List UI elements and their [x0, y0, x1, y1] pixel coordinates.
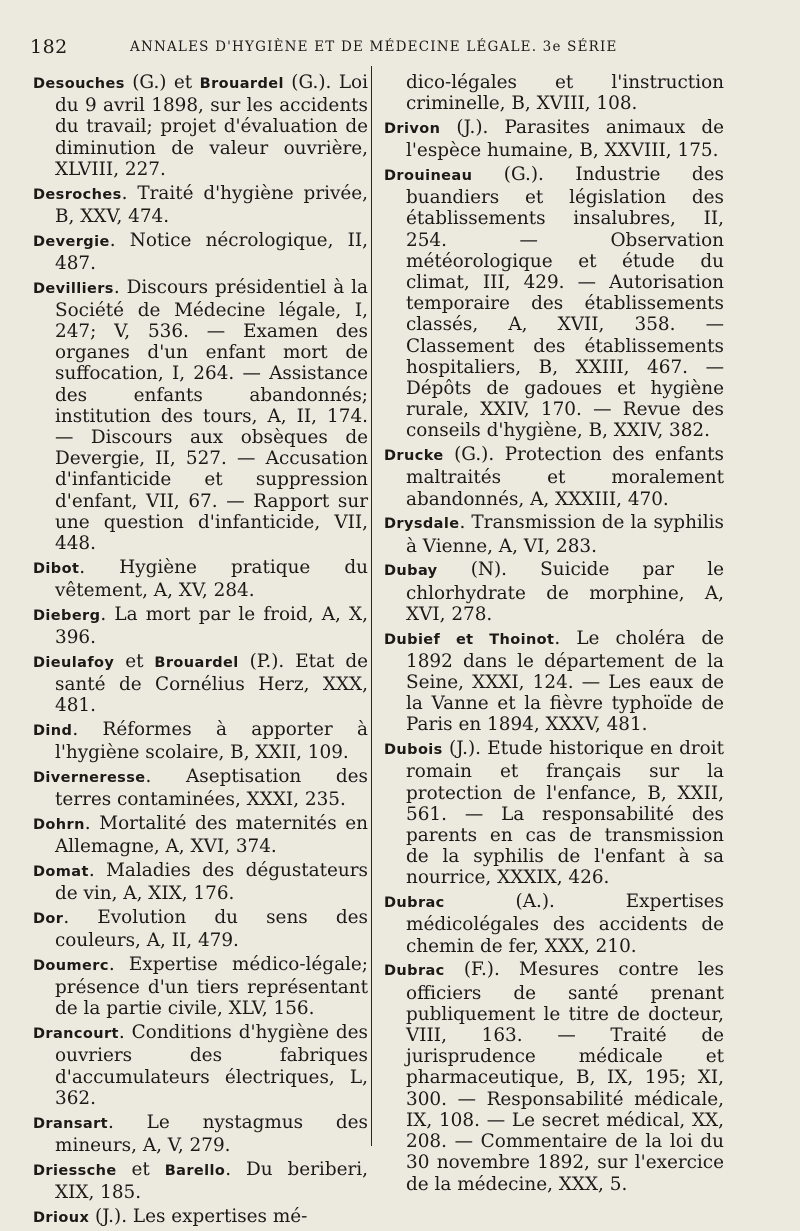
- author-name: Dubief et Thoinot: [384, 631, 555, 648]
- entry-text: . Mortalité des maternités en Allemagne, A, XVI, 374.: [55, 813, 368, 858]
- page-number: 182: [30, 36, 68, 58]
- running-title: ANNALES D'HYGIÈNE ET DE MÉDECINE LÉGALE. 3e SÉRIE: [130, 39, 618, 55]
- index-entry: [384, 891, 724, 957]
- author-name: Brouardel: [154, 654, 239, 671]
- index-entry: [384, 117, 724, 161]
- index-entry: [33, 183, 368, 227]
- entry-text: . Du beriberi, XIX, 185.: [55, 1158, 368, 1203]
- index-entry: [33, 766, 368, 810]
- author-name: Dubrac: [384, 963, 445, 980]
- entry-text: . Evolution du sens des couleurs, A, II, 479.: [55, 907, 368, 952]
- author-name: Dubrac: [384, 895, 445, 912]
- author-name: Drouineau: [384, 168, 473, 184]
- entry-text: (J.). Etude historique en droit romain et français sur la protection de l'enfance, B, XXII, 561. — La responsabilité des parents en cas de transmission de la syphilis de l'enfant à sa nourrice, XXXIX, 426.: [406, 738, 724, 889]
- right-column: [384, 72, 724, 1197]
- index-entry: [33, 1206, 368, 1229]
- index-entry-continuation: dico-légales et l'instruction criminelle, B, XVIII, 108.: [406, 72, 724, 115]
- entry-text: (N). Suicide par le chlorhydrate de morphine, A, XVI, 278.: [406, 559, 724, 625]
- author-name: Drivon: [384, 121, 441, 137]
- author-name: Driessche: [33, 1162, 117, 1179]
- author-name: Doumerc: [33, 958, 109, 975]
- author-name: Devilliers: [33, 280, 114, 297]
- entry-text: . Le choléra de 1892 dans le département de la Seine, XXXI, 124. — Les eaux de la Vanne et la fièvre typhoïde de Paris en 1894, XXXV, 481.: [406, 627, 724, 736]
- author-name: Dransart: [33, 1115, 108, 1132]
- index-entry: [33, 954, 368, 1020]
- author-name: Drysdale: [384, 516, 460, 533]
- index-entry: [384, 164, 724, 442]
- entry-text: (J.). Parasites animaux de l'espèce humaine, B, XXVIII, 175.: [406, 117, 724, 162]
- author-name: Dieulafoy: [33, 654, 115, 671]
- entry-text: . Aseptisation des terres contaminées, XXXI, 235.: [55, 766, 368, 811]
- author-name: Drioux: [33, 1209, 90, 1226]
- index-entry: [33, 651, 368, 717]
- entry-text: (G.). Protection des enfants maltraités et moralement abandonnés, A, XXXIII, 470.: [406, 444, 724, 510]
- author-name: Dohrn: [33, 817, 85, 834]
- entry-text: . Conditions d'hygiène des ouvriers des fabriques d'accumulateurs électriques, L, 362.: [55, 1022, 368, 1109]
- entry-text: . La mort par le froid, A, X, 396.: [55, 603, 368, 649]
- index-entry: [384, 959, 724, 1194]
- entry-text: . Notice nécrologique, II, 487.: [55, 229, 368, 274]
- entry-text: . Le nystagmus des mineurs, A, V, 279.: [55, 1111, 368, 1156]
- entry-text: . Maladies des dégustateurs de vin, A, XIX, 176.: [55, 860, 368, 905]
- entry-text: et: [116, 1158, 165, 1180]
- entry-text: (A.). Expertises médicolégales des accidents de chemin de fer, XXX, 210.: [406, 891, 724, 957]
- index-entry: [33, 1112, 368, 1156]
- entry-text: . Expertise médico-légale; présence d'un tiers représentant de la partie civile, XLV, 156.: [55, 954, 368, 1020]
- entry-text: (P.). Etat de santé de Cornélius Herz, XXX, 481.: [55, 650, 368, 717]
- entry-text: et: [114, 650, 155, 672]
- column-divider: [371, 66, 372, 1146]
- index-entry: [33, 1022, 368, 1109]
- entry-text: (F.). Mesures contre les officiers de santé prenant publiquement le titre de docteur, VIII, 163. — Traité de jurisprudence médicale et pharmaceutique, B, IX, 195; XI, 300. — Responsabilité médicale, IX, 108. — Le secret médical, XX, 208. — Commentaire de la loi du 30 novembre 1892, sur l'exercice de la médecine, XXX, 5.: [406, 959, 724, 1195]
- author-name: Desouches: [33, 76, 125, 92]
- author-name: Dieberg: [33, 607, 101, 624]
- index-entry: [33, 557, 368, 601]
- entry-text: (G.). Industrie des buandiers et législation des établissements insalubres, II, 254. — Observation météorologique et étude du climat, III, 429. — Autorisation temporaire des établissements classés, A, XVII, 358. — Classement des établissements hospitaliers, B, XXIII, 467. — Dépôts de gadoues et hygiène rurale, XXIV, 170. — Revue des conseils d'hygiène, B, XXIV, 382.: [406, 164, 724, 442]
- index-entry: [33, 604, 368, 648]
- left-column: [33, 72, 368, 1231]
- index-entry: [384, 738, 724, 888]
- entry-text: . Hygiène pratique du vêtement, A, XV, 284.: [55, 556, 368, 602]
- index-entry: [33, 860, 368, 904]
- index-entry: [384, 512, 724, 556]
- author-name: Desroches: [33, 186, 122, 203]
- author-name: Brouardel: [199, 76, 284, 92]
- entry-text: . Traité d'hygiène privée, B, XXV, 474.: [55, 182, 368, 227]
- author-name: Devergie: [33, 233, 110, 250]
- author-name: Dubay: [384, 563, 438, 580]
- index-entry: [33, 72, 368, 180]
- entry-text: (G.) et: [124, 72, 200, 93]
- author-name: Dubois: [384, 742, 443, 759]
- author-name: Drancourt: [33, 1026, 119, 1043]
- author-name: Dibot: [33, 560, 80, 577]
- index-entry: [33, 907, 368, 951]
- author-name: Dind: [33, 723, 73, 740]
- index-entry: [33, 230, 368, 274]
- entry-text: . Réformes à apporter à l'hygiène scolaire, B, XXII, 109.: [55, 719, 368, 764]
- index-entry: [384, 559, 724, 625]
- index-entry: [384, 444, 724, 510]
- index-entry: [384, 628, 724, 736]
- entry-text: . Discours présidentiel à la Société de Médecine légale, I, 247; V, 536. — Examen des organes d'un enfant mort de suffocation, I, 264. — Assistance des enfants abandonnés; institution des tours, A, II, 174. — Discours aux obsèques de Devergie, II, 527. — Accusation d'infanticide et suppression d'enfant, VII, 67. — Rapport sur une question d'infanticide, VII, 448.: [55, 276, 368, 555]
- entry-text: (G.). Loi du 9 avril 1898, sur les accidents du travail; projet d'évaluation de diminution de valeur ouvrière, XLVIII, 227.: [55, 72, 369, 180]
- author-name: Domat: [33, 864, 89, 881]
- entry-text: (J.). Les expertises mé-: [89, 1205, 308, 1227]
- author-name: Dor: [33, 911, 64, 928]
- index-entry: [33, 719, 368, 763]
- index-entry: [33, 813, 368, 857]
- author-name: Diverneresse: [33, 770, 146, 787]
- index-entry: [33, 277, 368, 555]
- entry-text: . Transmission de la syphilis à Vienne, A, VI, 283.: [406, 512, 724, 557]
- author-name: Drucke: [384, 448, 444, 465]
- author-name: Barello: [164, 1162, 226, 1179]
